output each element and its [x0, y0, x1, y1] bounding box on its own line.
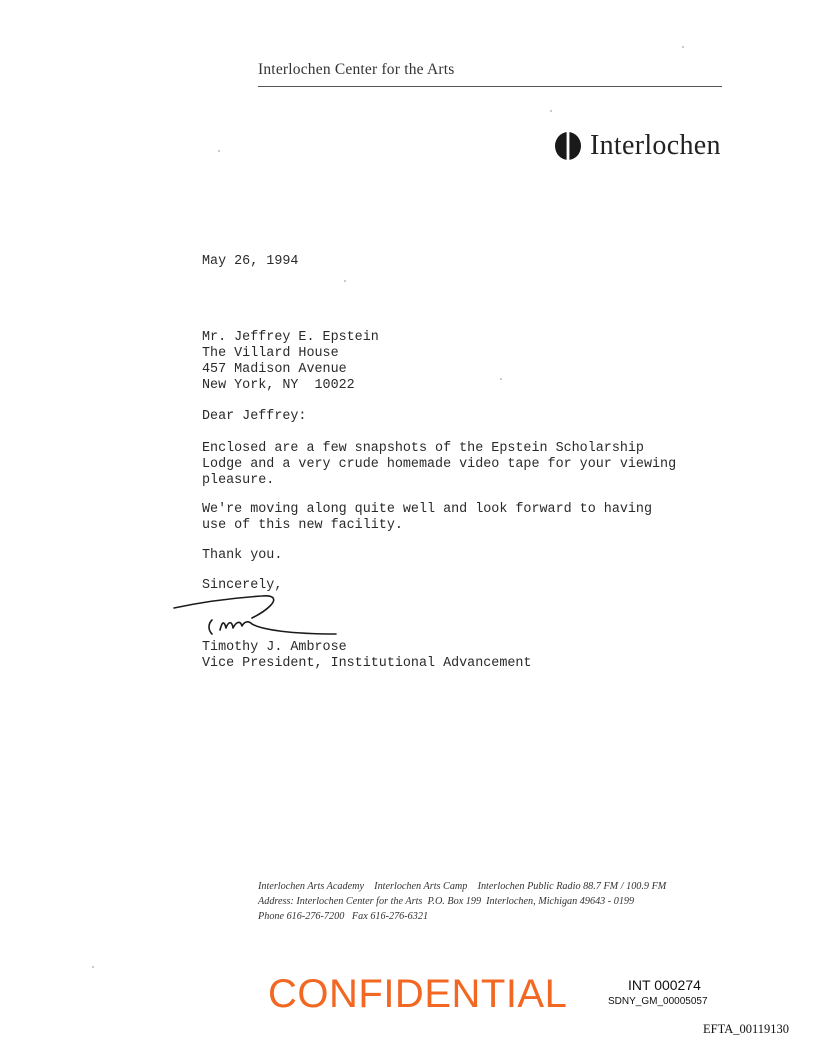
closing: Sincerely, — [202, 578, 283, 593]
recipient-address — [202, 330, 379, 394]
efta-number: EFTA_00119130 — [703, 1022, 790, 1036]
signer-name: Timothy J. Ambrose — [202, 640, 347, 655]
signer-block — [202, 640, 531, 672]
scan-speck — [344, 280, 346, 282]
address-line: Mr. Jeffrey E. Epstein — [202, 330, 379, 345]
header-divider — [258, 86, 722, 87]
scan-speck — [500, 378, 502, 380]
salutation: Dear Jeffrey: — [202, 409, 307, 424]
footer-line: Address: Interlochen Center for the Arts P.O. Box 199 Interlochen, Michigan 49643 - 0199 — [258, 896, 635, 907]
paragraph-line: We're moving along quite well and look forward to having — [202, 502, 652, 517]
scan-speck — [218, 150, 220, 152]
letterhead-footer — [258, 879, 666, 924]
bates-number-sdny: SDNY_GM_00005057 — [608, 996, 708, 1007]
footer-line: Interlochen Arts Academy Interlochen Arts Camp Interlochen Public Radio 88.7 FM / 100.9 FM — [258, 881, 667, 892]
body-paragraph-2 — [202, 502, 652, 534]
letter-date: May 26, 1994 — [202, 254, 299, 269]
address-line: The Villard House — [202, 346, 339, 361]
thanks-line: Thank you. — [202, 548, 283, 563]
address-line: New York, NY 10022 — [202, 378, 355, 393]
signer-title: Vice President, Institutional Advancement — [202, 656, 532, 671]
address-line: 457 Madison Avenue — [202, 362, 347, 377]
interlochen-logo-icon — [554, 131, 582, 161]
body-paragraph-1 — [202, 441, 676, 489]
paragraph-line: pleasure. — [202, 473, 275, 488]
bates-number-int: INT 000274 — [628, 977, 701, 993]
confidential-stamp: CONFIDENTIAL — [268, 972, 568, 1016]
handwritten-signature — [172, 590, 340, 638]
scan-speck — [550, 110, 552, 112]
paragraph-line: Lodge and a very crude homemade video tape for your viewing — [202, 457, 677, 472]
logo-wordmark: Interlochen — [590, 130, 721, 161]
scan-speck — [682, 46, 684, 48]
paragraph-line: Enclosed are a few snapshots of the Epstein Scholarship — [202, 441, 644, 456]
letterhead-logo — [554, 128, 721, 164]
paragraph-line: use of this new facility. — [202, 518, 403, 533]
footer-line: Phone 616-276-7200 Fax 616-276-6321 — [258, 911, 429, 922]
letterhead-org-name: Interlochen Center for the Arts — [258, 61, 455, 78]
scan-speck — [92, 966, 94, 968]
